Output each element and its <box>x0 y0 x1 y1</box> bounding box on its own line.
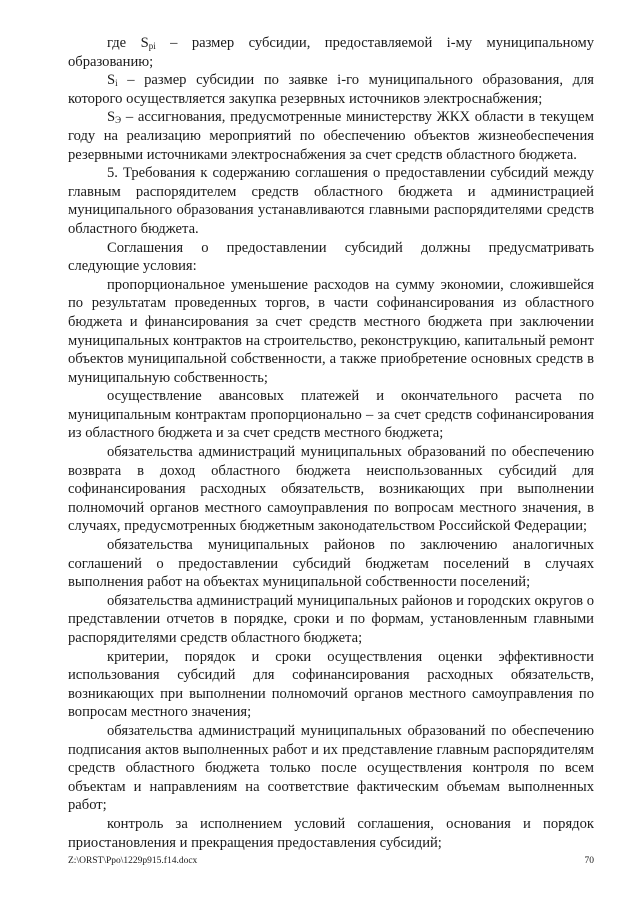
paragraph-condition: осуществление авансовых платежей и окончательного расчета по муниципальным контрактам пропорционально – за счет средств софинансирования из областного бюджета и за счет средств местного бюджета; <box>68 388 594 442</box>
file-path: Z:\ORST\Ppo\1229p915.f14.docx <box>68 856 198 866</box>
paragraph-requirements: 5. Требования к содержанию соглашения о предоставлении субсидий между главным распорядителем средств областного бюджета и администрацией муниципального образования устанавливаются главными распорядителями средств областного бюджета. <box>68 165 594 237</box>
symbol-subscript: i <box>115 78 118 89</box>
paragraph-condition: обязательства администраций муниципальных образований по обеспечению подписания актов выполненных работ и их представление главным распорядителям средств областного бюджета только после осуществления контроля по всем объектам и направлениям на соответствие фактическим объемам выполненных работ; <box>68 722 594 814</box>
symbol-s: S <box>140 35 149 51</box>
document-body <box>68 34 594 852</box>
definition-text: – размер субсидии по заявке i-го муниципального образования, для которого осуществляется закупка резервных источников электроснабжения; <box>68 72 594 107</box>
paragraph-condition: обязательства администраций муниципальных районов и городских округов о представлении отчетов в порядке, сроки и по формам, установленным главными распорядителями средств областного бюджета; <box>68 592 594 646</box>
paragraph-condition: пропорциональное уменьшение расходов на сумму экономии, сложившейся по результатам проведенных торгов, в части софинансирования из областного бюджета и финансирования за счет средств местного бюджета при заключении муниципальных контрактов на строительство, реконструкцию, капитальный ремонт объектов муниципальной собственности, а также приобретение основных средств в муниципальную собственность; <box>68 276 594 386</box>
definition-s-i <box>68 71 594 108</box>
definition-text: – ассигнования, предусмотренные министерству ЖКХ области в текущем году на реализацию мероприятий по обеспечению объектов жизнеобеспечения резервными источниками электроснабжения за счет средств областного бюджета. <box>68 109 594 163</box>
paragraph-condition: обязательства администраций муниципальных образований по обеспечению возврата в доход областного бюджета неиспользованных субсидий для софинансирования расходных обязательств, возникающих при выполнении полномочий органов местного самоуправления по вопросам местного значения, в случаях, предусмотренных бюджетным законодательством Российской Федерации; <box>68 444 594 535</box>
page-number: 70 <box>584 856 594 866</box>
definition-text: – размер субсидии, предоставляемой i-му муниципальному образованию; <box>68 35 595 70</box>
paragraph-condition: контроль за исполнением условий соглашения, основания и порядок приостановления и прекращения предоставления субсидий; <box>68 815 594 851</box>
paragraph-condition: обязательства муниципальных районов по заключению аналогичных соглашений о предоставлении субсидий бюджетам поселений в случаях выполнения работ на объектах муниципальной собственности поселений; <box>68 537 594 591</box>
definition-s-pi <box>68 34 594 71</box>
symbol-subscript: Э <box>115 115 122 126</box>
intro-word: где <box>107 35 141 51</box>
paragraph-conditions-intro: Соглашения о предоставлении субсидий должны предусматривать следующие условия: <box>68 239 594 275</box>
symbol-subscript: pi <box>148 41 156 51</box>
symbol-s: S <box>107 109 116 126</box>
symbol-s: S <box>107 72 116 89</box>
definition-s-e <box>68 108 594 164</box>
paragraph-condition: критерии, порядок и сроки осуществления оценки эффективности использования субсидий для софинансирования расходных обязательств, возникающих при выполнении полномочий органов местного самоуправления по вопросам местного значения; <box>68 648 594 721</box>
